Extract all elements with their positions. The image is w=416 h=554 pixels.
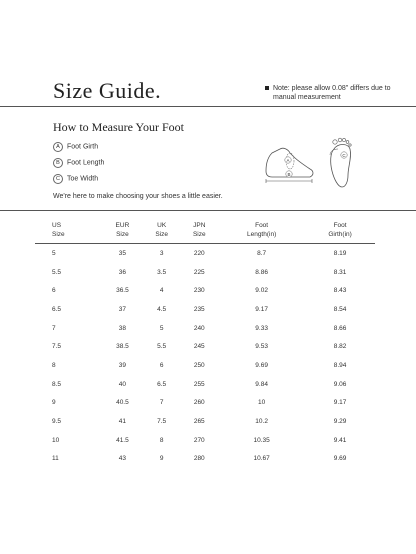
table-cell: 9.84	[255, 380, 268, 388]
table-cell: 9.53	[255, 343, 268, 351]
table-cell: 7.5	[52, 343, 62, 351]
toe-2	[338, 138, 342, 142]
table-cell: 6.5	[157, 380, 167, 388]
table-cell: 5.5	[157, 343, 167, 351]
table-cell: 9.17	[333, 399, 347, 407]
header-uk: UK Size	[143, 216, 181, 244]
table-cell: 230	[193, 287, 205, 295]
measure-title: How to Measure Your Foot	[53, 120, 185, 134]
legend-label: Toe Width	[67, 175, 99, 183]
table-cell: 8.66	[333, 324, 347, 332]
table-cell: 225	[193, 268, 205, 276]
label-a: A	[286, 158, 290, 163]
size-table	[35, 216, 375, 468]
legend-item-foot-length	[53, 158, 104, 168]
table-cell: 255	[193, 380, 205, 388]
table-cell: 3	[159, 249, 164, 257]
table-row	[35, 281, 375, 300]
table-cell: 35	[118, 249, 127, 257]
table-cell: 11	[52, 455, 59, 463]
table-cell: 8.19	[333, 249, 347, 257]
table-cell: 9.69	[255, 361, 268, 369]
table-cell: 37	[118, 305, 127, 313]
table-row	[35, 431, 375, 450]
table-cell: 8.54	[333, 305, 347, 313]
note-bullet-icon	[265, 86, 269, 90]
table-cell: 9.17	[255, 305, 268, 313]
table-cell: 6	[52, 287, 56, 295]
table-cell: 9.69	[333, 455, 347, 463]
table-cell: 280	[193, 455, 205, 463]
table-cell: 8	[159, 436, 164, 444]
table-cell: 9.29	[333, 418, 347, 426]
table-row	[35, 375, 375, 394]
table-cell: 240	[193, 324, 205, 332]
table-row	[35, 244, 375, 263]
table-cell: 8	[52, 361, 56, 369]
table-cell: 8.82	[333, 343, 347, 351]
table-cell: 8.86	[255, 268, 268, 276]
table-cell: 9	[159, 455, 164, 463]
sole-outline	[331, 145, 351, 188]
table-row	[35, 356, 375, 375]
table-cell: 270	[193, 436, 205, 444]
table-cell: 40.5	[116, 399, 129, 407]
table-cell: 36	[118, 268, 127, 276]
table-cell: 10	[257, 399, 266, 407]
table-cell: 8.94	[333, 361, 347, 369]
table-row	[35, 450, 375, 469]
table-cell: 9.33	[255, 324, 268, 332]
toe-1	[333, 140, 337, 144]
table-cell: 6.5	[52, 305, 62, 313]
table-cell: 7.5	[157, 418, 167, 426]
table-cell: 9	[52, 399, 56, 407]
page-title: Size Guide.	[53, 78, 162, 103]
header-divider	[0, 106, 416, 107]
legend-key-c: C	[53, 174, 63, 184]
table-cell: 260	[193, 399, 205, 407]
table-cell: 36.5	[116, 287, 129, 295]
table-cell: 5	[52, 249, 56, 257]
table-cell: 9.02	[255, 287, 268, 295]
section-divider	[0, 210, 416, 211]
header-foot-length: Foot Length(in)	[218, 216, 305, 244]
label-c: C	[342, 153, 346, 158]
table-cell: 9.5	[52, 418, 62, 426]
table-row	[35, 300, 375, 319]
table-cell: 3.5	[157, 268, 167, 276]
table-row	[35, 319, 375, 338]
table-cell: 6	[159, 361, 164, 369]
table-cell: 4.5	[157, 305, 167, 313]
table-cell: 220	[193, 249, 205, 257]
table-cell: 10.67	[253, 455, 270, 463]
table-cell: 265	[193, 418, 205, 426]
foot-diagram	[258, 135, 368, 198]
table-cell: 38.5	[116, 343, 129, 351]
header-eur: EUR Size	[102, 216, 143, 244]
table-cell: 41	[118, 418, 127, 426]
toe-3	[342, 138, 345, 141]
legend-key-a: A	[53, 142, 63, 152]
legend-label: Foot Length	[67, 159, 105, 167]
toe-4	[346, 141, 349, 144]
header-us: US Size	[35, 216, 102, 244]
table-row	[35, 394, 375, 413]
table-cell: 10	[52, 436, 60, 444]
intro-text: We're here to make choosing your shoes a little easier.	[53, 193, 223, 200]
measurement-note	[265, 84, 393, 102]
table-row	[35, 337, 375, 356]
table-cell: 5	[159, 324, 164, 332]
table-cell: 38	[118, 324, 127, 332]
table-cell: 7	[52, 324, 56, 332]
header-foot-girth: Foot Girth(in)	[305, 216, 375, 244]
table-cell: 41.5	[116, 436, 129, 444]
table-cell: 4	[159, 287, 164, 295]
table-cell: 10.35	[253, 436, 270, 444]
table-cell: 40	[118, 380, 127, 388]
label-b: B	[287, 172, 291, 177]
table-cell: 245	[193, 343, 205, 351]
legend-item-toe-width	[53, 174, 98, 184]
legend-item-foot-girth	[53, 142, 98, 152]
table-cell: 7	[159, 399, 164, 407]
table-header-row	[35, 216, 375, 244]
table-cell: 39	[118, 361, 127, 369]
note-text: Note: please allow 0.08" differs due to manual measurement	[273, 85, 391, 101]
table-cell: 8.5	[52, 380, 62, 388]
table-cell: 8.31	[333, 268, 347, 276]
header-jpn: JPN Size	[180, 216, 218, 244]
table-cell: 8.7	[257, 249, 267, 257]
toe-5	[349, 144, 351, 146]
table-cell: 8.43	[333, 287, 347, 295]
table-cell: 250	[193, 361, 205, 369]
table-cell: 9.41	[333, 436, 347, 444]
legend-label: Foot Girth	[67, 143, 99, 151]
table-cell: 235	[193, 305, 205, 313]
table-cell: 10.2	[255, 418, 268, 426]
table-cell: 43	[118, 455, 127, 463]
foot-diagram-svg	[258, 135, 368, 193]
table-cell: 9.06	[333, 380, 347, 388]
table-row	[35, 263, 375, 282]
legend-key-b: B	[53, 158, 63, 168]
table-cell: 5.5	[52, 268, 62, 276]
table-row	[35, 412, 375, 431]
